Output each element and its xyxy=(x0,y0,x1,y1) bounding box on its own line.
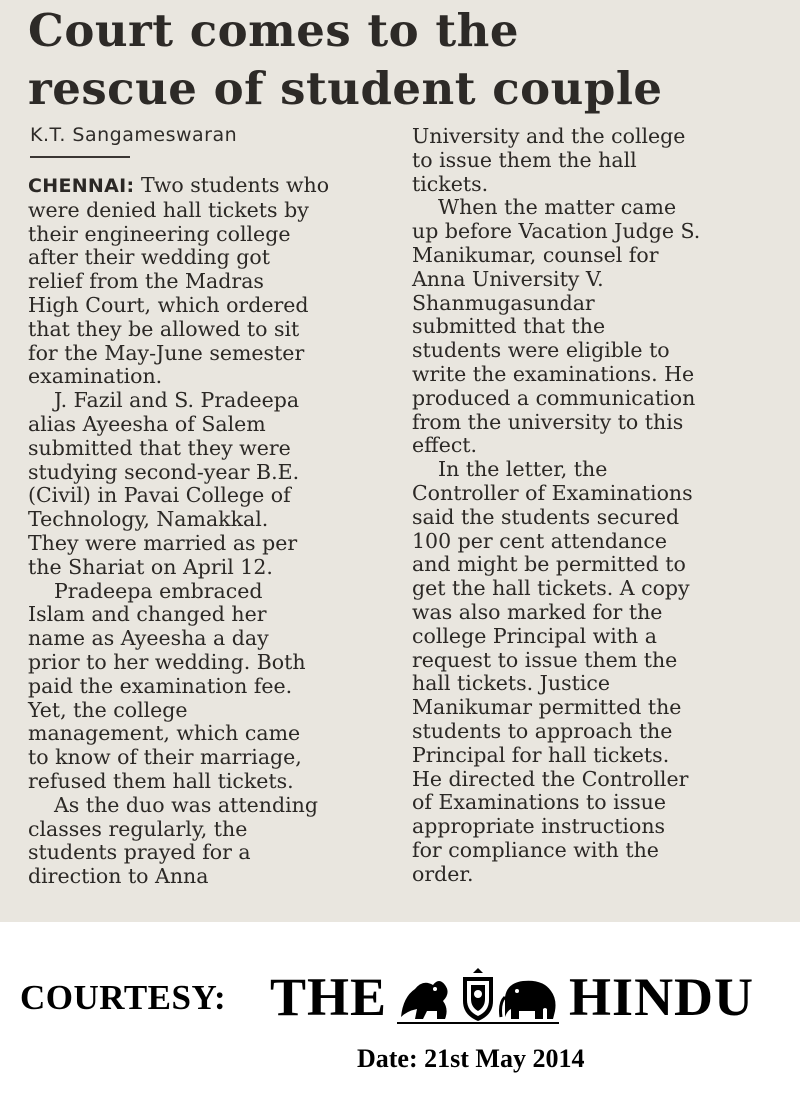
column-line xyxy=(28,675,329,699)
column-line-text: prior to her wedding. Both xyxy=(28,649,306,674)
column-line-text: Islam and changed her xyxy=(28,602,267,627)
column-line-text: High Court, which ordered xyxy=(28,292,309,317)
column-line-text: examination. xyxy=(28,364,163,389)
column-line: He directed the Controller xyxy=(412,766,689,791)
column-line: up before Vacation Judge S. xyxy=(412,219,701,244)
column-line: Anna University V. xyxy=(412,266,604,291)
column-line: students to approach the xyxy=(412,718,673,743)
column-line-text: They were married as per xyxy=(28,530,298,555)
column-line: University and the college xyxy=(412,124,686,148)
column-line xyxy=(28,794,329,818)
column-line xyxy=(28,461,329,485)
column-line: write the examinations. He xyxy=(412,361,695,386)
column-line-text: relief from the Madras xyxy=(28,269,264,294)
the-hindu-masthead xyxy=(270,962,754,1032)
column-line-text: Two students who xyxy=(140,173,330,197)
column-line: In the letter, the xyxy=(438,457,608,482)
column-line xyxy=(28,342,329,366)
column-line xyxy=(28,508,329,532)
column-line xyxy=(28,818,329,842)
column-line xyxy=(28,174,329,199)
column-line: for compliance with the xyxy=(412,837,659,862)
masthead-the: THE xyxy=(270,967,388,1027)
column-line-text: alias Ayeesha of Salem xyxy=(28,411,266,436)
column-line-text: refused them hall tickets. xyxy=(28,768,294,793)
column-line: order. xyxy=(412,861,474,886)
column-line xyxy=(28,318,329,342)
article-headline xyxy=(28,2,788,118)
column-line xyxy=(28,770,329,794)
column-line xyxy=(28,722,329,746)
column-line-text: paid the examination fee. xyxy=(28,673,293,698)
column-line: tickets. xyxy=(412,171,489,196)
column-line: from the university to this xyxy=(412,409,684,434)
column-line xyxy=(28,651,329,675)
column-line: appropriate instructions xyxy=(412,814,666,839)
column-line-text: to know of their marriage, xyxy=(28,745,302,770)
column-line: hall tickets. Justice xyxy=(412,671,611,696)
column-line xyxy=(28,437,329,461)
column-line xyxy=(28,865,329,889)
byline-rule xyxy=(30,156,130,158)
column-line-text: classes regularly, the xyxy=(28,816,248,841)
column-line: and might be permitted to xyxy=(412,552,686,577)
column-line-text: the Shariat on April 12. xyxy=(28,554,273,579)
column-line-text: management, which came xyxy=(28,721,301,746)
column-line-text: submitted that they were xyxy=(28,435,291,460)
column-line-text: Technology, Namakkal. xyxy=(28,507,269,532)
column-line: said the students secured xyxy=(412,504,680,529)
column-line: 100 per cent attendance xyxy=(412,528,667,553)
column-line xyxy=(28,556,329,580)
column-line-text: that they be allowed to sit xyxy=(28,316,300,341)
byline: K.T. Sangameswaran xyxy=(30,124,238,146)
column-line xyxy=(28,294,329,318)
column-line: submitted that the xyxy=(412,314,606,339)
article-column-right xyxy=(412,125,700,887)
the-hindu-crest-emblem-icon xyxy=(393,967,563,1027)
masthead-hindu: HINDU xyxy=(569,967,755,1027)
column-line xyxy=(28,746,329,770)
column-line xyxy=(28,603,329,627)
column-line-text: (Civil) in Pavai College of xyxy=(28,483,291,508)
column-line: request to issue them the xyxy=(412,647,678,672)
column-line: effect. xyxy=(412,433,478,458)
column-line xyxy=(28,841,329,865)
courtesy-label: COURTESY: xyxy=(20,978,227,1017)
column-line xyxy=(28,389,329,413)
column-line xyxy=(28,699,329,723)
column-line-text: studying second-year B.E. xyxy=(28,459,300,484)
publication-date: Date: 21st May 2014 xyxy=(357,1044,585,1073)
column-line: college Principal with a xyxy=(412,623,657,648)
column-line-text: name as Ayeesha a day xyxy=(28,626,269,651)
column-line xyxy=(28,627,329,651)
column-line: to issue them the hall xyxy=(412,147,637,172)
column-line xyxy=(28,484,329,508)
column-line-text: students prayed for a xyxy=(28,840,251,865)
headline-line-1: Court comes to the xyxy=(28,4,519,57)
column-line: Controller of Examinations xyxy=(412,480,693,505)
column-line: get the hall tickets. A copy xyxy=(412,576,690,601)
headline-line-2: rescue of student couple xyxy=(28,62,663,115)
column-line: When the matter came xyxy=(438,195,677,220)
column-line-text: for the May-June semester xyxy=(28,340,305,365)
column-line xyxy=(28,413,329,437)
article-column-left xyxy=(28,174,329,889)
column-line-text: direction to Anna xyxy=(28,864,209,889)
column-line: of Examinations to issue xyxy=(412,790,667,815)
column-line-text: their engineering college xyxy=(28,221,291,246)
column-line: Shanmugasundar xyxy=(412,290,595,315)
column-line-text: were denied hall tickets by xyxy=(28,197,309,222)
column-line: Manikumar permitted the xyxy=(412,695,682,720)
column-line-text: As the duo was attending xyxy=(54,792,318,817)
column-line xyxy=(28,223,329,247)
column-line-text: Yet, the college xyxy=(28,697,188,722)
column-line: students were eligible to xyxy=(412,338,670,363)
column-line-text: J. Fazil and S. Pradeepa xyxy=(54,388,300,413)
column-line xyxy=(28,580,329,604)
column-line xyxy=(28,532,329,556)
column-line xyxy=(28,270,329,294)
column-line xyxy=(28,199,329,223)
column-line: Manikumar, counsel for xyxy=(412,242,659,267)
column-line xyxy=(28,365,329,389)
column-line: Principal for hall tickets. xyxy=(412,742,670,767)
column-line: produced a communication xyxy=(412,385,696,410)
column-line-text: Pradeepa embraced xyxy=(54,578,263,603)
column-line: was also marked for the xyxy=(412,599,663,624)
column-line-text: after their wedding got xyxy=(28,245,270,270)
dateline: CHENNAI: xyxy=(28,175,135,197)
column-line xyxy=(28,246,329,270)
